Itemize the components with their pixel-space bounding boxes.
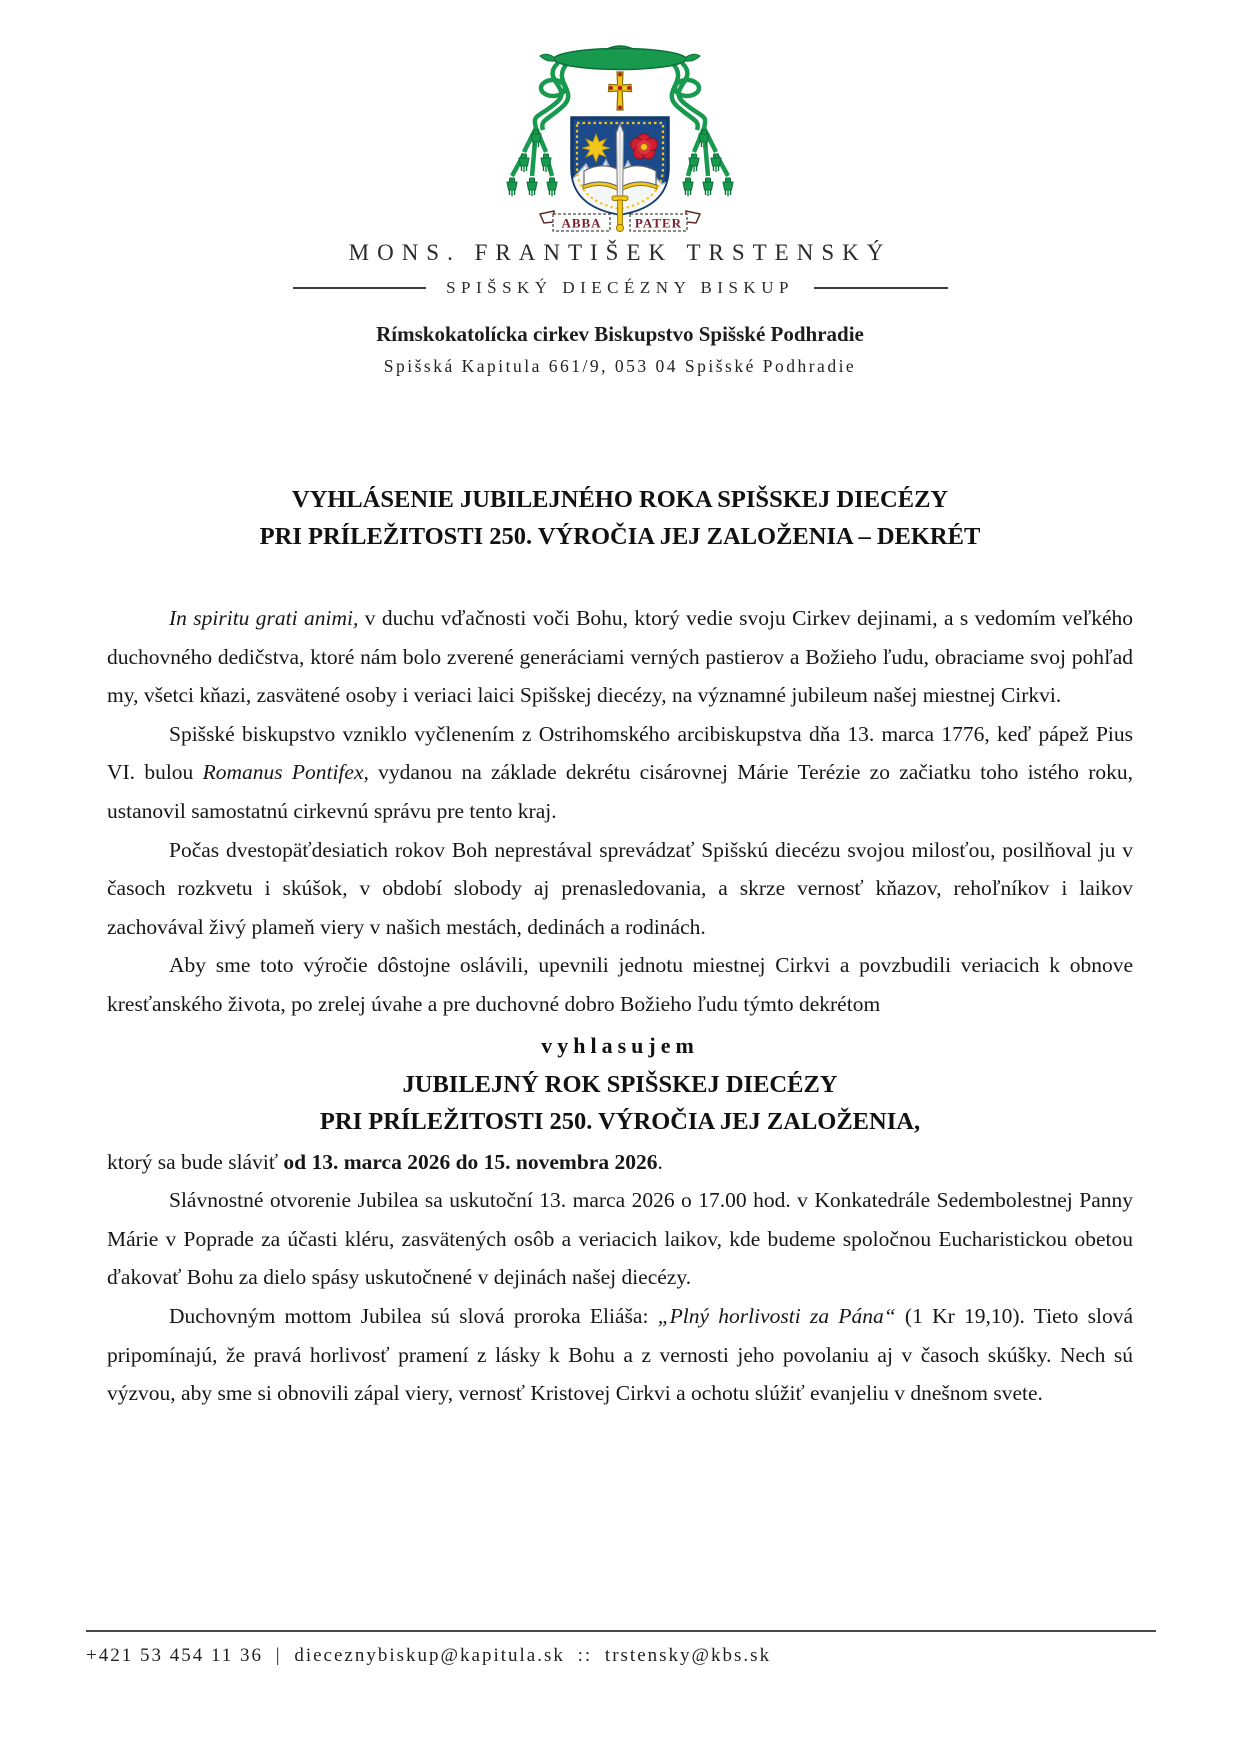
divider-left [293,287,427,289]
bishop-title: SPIŠSKÝ DIECÉZNY BISKUP [446,278,794,297]
title-line-1: VYHLÁSENIE JUBILEJNÉHO ROKA SPIŠSKEJ DIECÉZY [291,486,949,513]
divider-right [814,287,948,289]
paragraph [107,599,1133,715]
body-paragraphs-top [107,599,1133,1024]
text-segment: od 13. marca 2026 do 15. novembra 2026 [283,1149,658,1174]
footer [86,1630,1156,1667]
paragraph [107,1143,1133,1182]
paragraph [107,831,1133,947]
text-segment: Spišské biskupstvo vzniklo vyčlenením z Ostrihomského arcibiskupstva dňa 13. marca 1776, keď pápež Pius VI. bulou [107,721,1133,785]
proclaim-line-1: JUBILEJNÝ ROK SPIŠSKEJ DIECÉZY [402,1070,838,1098]
bishop-name: MONS. FRANTIŠEK TRSTENSKÝ [348,240,892,265]
text-segment: Aby sme toto výročie dôstojne oslávili, upevnili jednotu miestnej Cirkvi a povzbudili veriacich k obnove kresťanského života, po zrelej úvahe a pre duchovné dobro Božieho ľudu týmto dekrétom [107,953,1133,1016]
proclaim-line-2: PRI PRÍLEŽITOSTI 250. VÝROČIA JEJ ZALOŽENIA, [319,1108,921,1136]
footer-divider [86,1630,1156,1632]
title-line-2: PRI PRÍLEŽITOSTI 250. VÝROČIA JEJ ZALOŽENIA – DEKRÉT [259,523,981,550]
proclaim-word: vyhlasujem [541,1032,699,1058]
document-body [107,599,1133,1413]
organization-name: Rímskokatolícka cirkev Biskupstvo Spišské Podhradie [376,322,864,346]
subtitle-row [293,278,948,298]
footer-separator-1: | [275,1645,282,1666]
motto-abba: ABBA [561,215,602,231]
organization-address: Spišská Kapitula 661/9, 053 04 Spišské Podhradie [383,356,857,376]
text-segment: (1 Kr 19,10). Tieto slová pripomínajú, že pravá horlivosť pramení z lásky k Bohu a z vernosti jeho povolaniu aj v časoch skúšky. Nech sú výzvou, aby sme si obnovili zápal viery, vernosť Kristovej Cirkvi a ochotu slúžiť evanjeliu v dnešnom svete. [107,1303,1134,1406]
body-paragraphs-bottom [107,1143,1133,1413]
text-segment: Počas dvestopäťdesiatich rokov Boh neprestával sprevádzať Spišskú diecézu svojou milosťou, posilňoval ju v časoch rozkvetu i skúšok, v období slobody aj prenasledovania, a skrze vernosť kňazov, rehoľníkov i laikov zachovával živý plameň viery v našich mestách, dedinách a rodinách. [107,837,1133,939]
letterhead [0,0,1240,377]
text-segment: v duchu vďačnosti voči Bohu, ktorý vedie svoju Cirkev dejinami, a s vedomím veľkého duchovného dedičstva, ktoré nám bolo zverené generáciami verných pastierov a Božieho ľudu, obraciame svoj pohľad my, všetci kňazi, zasvätené osoby i veriaci laici Spišskej diecézy, na významné jubileum našej miestnej Cirkvi. [107,606,1134,708]
paragraph [107,715,1133,831]
proclamation-block [107,1026,1133,1141]
text-segment: Romanus Pontifex [202,760,364,785]
cross-icon [608,72,631,110]
paragraph [107,1297,1133,1413]
motto-scroll [540,196,700,232]
footer-separator-2: :: [577,1645,593,1666]
paragraph [107,1181,1133,1297]
footer-email-1: dieceznybiskup@kapitula.sk [294,1645,565,1666]
text-segment: , vydanou na základe dekrétu cisárovnej Márie Terézie zo začiatku toho istého roku, ustanovil samostatnú cirkevnú správu pre tento kraj. [107,760,1133,823]
text-segment: Slávnostné otvorenie Jubilea sa uskutoční 13. marca 2026 o 17.00 hod. v Konkatedrále Sedembolestnej Panny Márie v Poprade za účasti kléru, zasvätených osôb a veriacich laikov, kde budeme spoločnou Eucharistickou obetou ďakovať Bohu za dielo spásy uskutočnené v dejinách našej diecézy. [107,1188,1133,1290]
text-segment: Duchovným mottom Jubilea sú slová proroka Eliáša: [169,1303,658,1328]
footer-email-2: trstensky@kbs.sk [604,1645,772,1666]
sword-icon [616,124,623,198]
text-segment: In spiritu grati animi, [169,606,359,630]
footer-contact [86,1645,1156,1667]
coat-of-arms [480,30,760,232]
text-segment: „Plný horlivosti za Pána“ [657,1303,896,1328]
text-segment: ktorý sa bude sláviť [107,1149,284,1174]
paragraph [107,946,1133,1023]
document-title [0,481,1240,555]
text-segment: . [657,1149,663,1174]
motto-pater: PATER [634,215,683,231]
footer-phone: +421 53 454 11 36 [86,1645,264,1666]
